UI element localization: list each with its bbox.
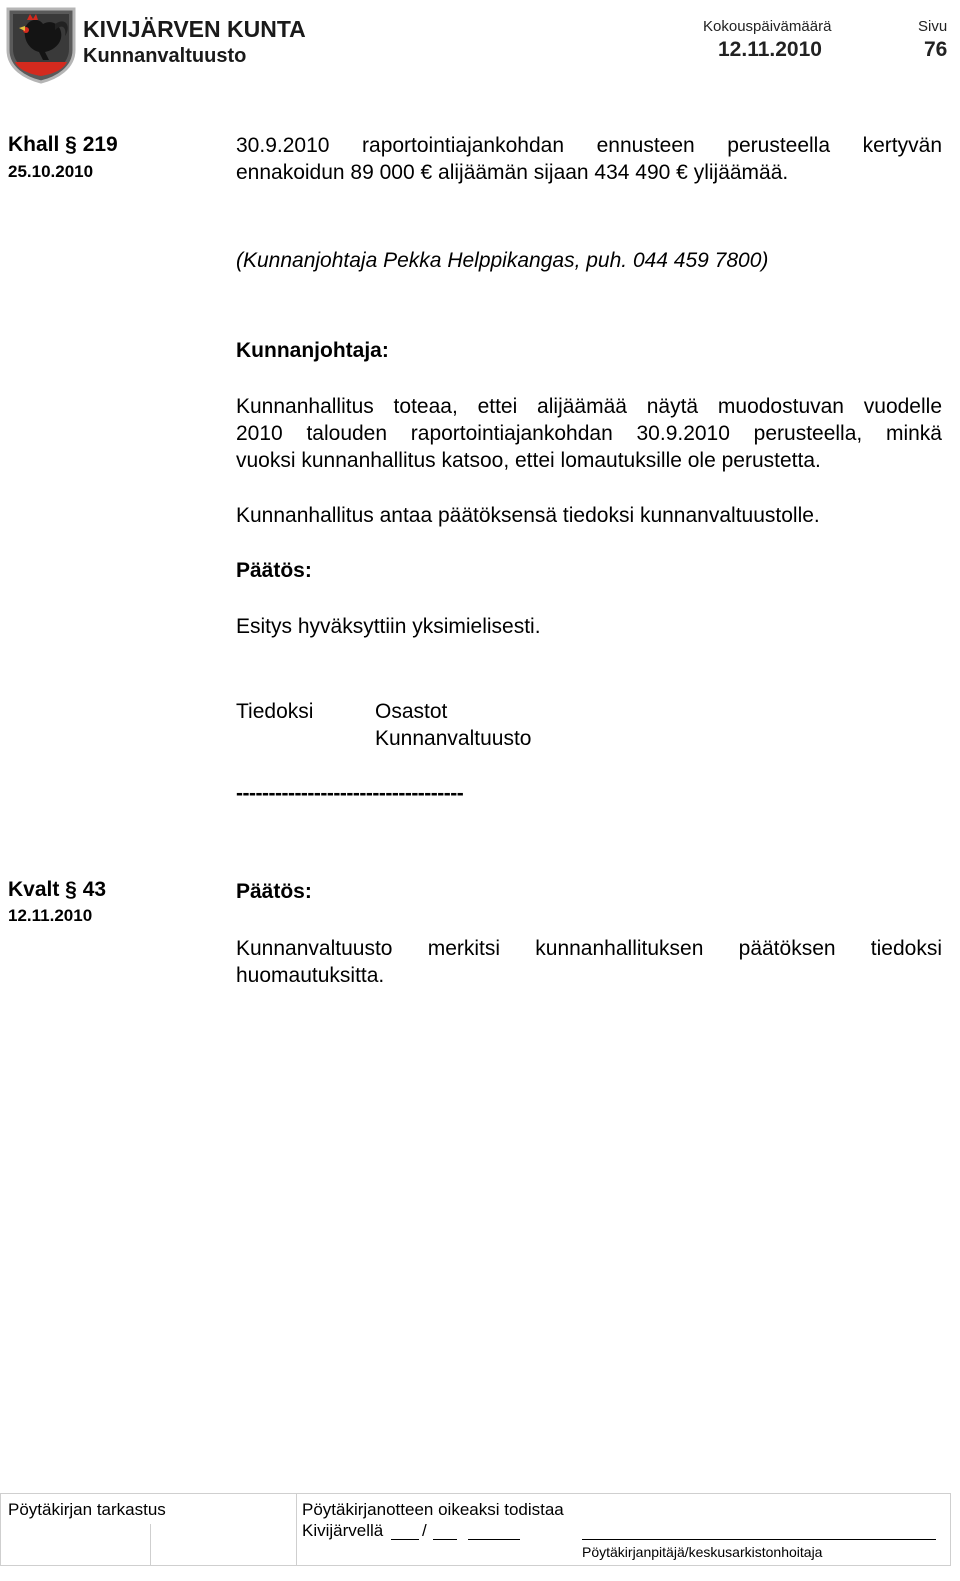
footer-divider <box>296 1494 297 1566</box>
paragraph-forecast-line1: 30.9.2010 raportointiajankohdan ennusteen perusteella kertyvän <box>236 134 942 157</box>
contact-info: (Kunnanjohtaja Pekka Helppikangas, puh. 044 459 7800) <box>236 249 769 272</box>
khall-reference: Khall § 219 <box>8 133 118 156</box>
paragraph-proposal-line1: Kunnanhallitus toteaa, ettei alijäämää näytä muodostuvan vuodelle <box>236 395 942 418</box>
paragraph-proposal-line3: vuoksi kunnanhallitus katsoo, ettei lomautuksille ole perustetta. <box>236 449 821 472</box>
signer-title: Pöytäkirjanpitäjä/keskusarkistonhoitaja <box>582 1544 823 1560</box>
council-decision-line2: huomautuksitta. <box>236 964 385 987</box>
footer-divider <box>150 1524 151 1566</box>
page-label: Sivu <box>918 18 948 35</box>
day-blank <box>391 1539 419 1540</box>
organization-name: KIVIJÄRVEN KUNTA <box>83 16 306 42</box>
meeting-date: 12.11.2010 <box>718 38 822 61</box>
certify-label: Pöytäkirjanotteen oikeaksi todistaa <box>302 1500 564 1519</box>
paragraph-notice: Kunnanhallitus antaa päätöksensä tiedoksi kunnanvaltuustolle. <box>236 504 820 527</box>
decision-heading: Päätös: <box>236 880 312 903</box>
khall-date: 25.10.2010 <box>8 162 94 181</box>
signing-place: Kivijärvellä <box>302 1521 384 1540</box>
date-separator: / <box>422 1521 427 1540</box>
governing-body-name: Kunnanvaltuusto <box>83 45 247 67</box>
info-recipient: Kunnanvaltuusto <box>375 727 532 750</box>
page-number: 76 <box>924 38 948 61</box>
month-blank <box>433 1539 457 1540</box>
info-recipient: Osastot <box>375 700 448 723</box>
signature-line <box>582 1539 936 1540</box>
kvalt-reference: Kvalt § 43 <box>8 878 107 901</box>
meeting-date-label: Kokouspäivämäärä <box>703 18 832 35</box>
section-separator: ----------------------------------- <box>236 782 464 805</box>
municipal-coat-of-arms <box>5 6 77 84</box>
council-decision-line1: Kunnanvaltuusto merkitsi kunnanhallituksen päätöksen tiedoksi <box>236 937 942 960</box>
paragraph-forecast-line2: ennakoidun 89 000 € alijäämän sijaan 434 490 € ylijäämää. <box>236 161 789 184</box>
info-label: Tiedoksi <box>236 700 314 723</box>
decision-heading: Päätös: <box>236 559 312 582</box>
review-label: Pöytäkirjan tarkastus <box>8 1500 166 1519</box>
proposer-heading: Kunnanjohtaja: <box>236 339 389 362</box>
year-blank <box>468 1539 520 1540</box>
kvalt-date: 12.11.2010 <box>8 906 93 925</box>
paragraph-proposal-line2: 2010 talouden raportointiajankohdan 30.9.2010 perusteella, minkä <box>236 422 942 445</box>
decision-text: Esitys hyväksyttiin yksimielisesti. <box>236 615 541 638</box>
